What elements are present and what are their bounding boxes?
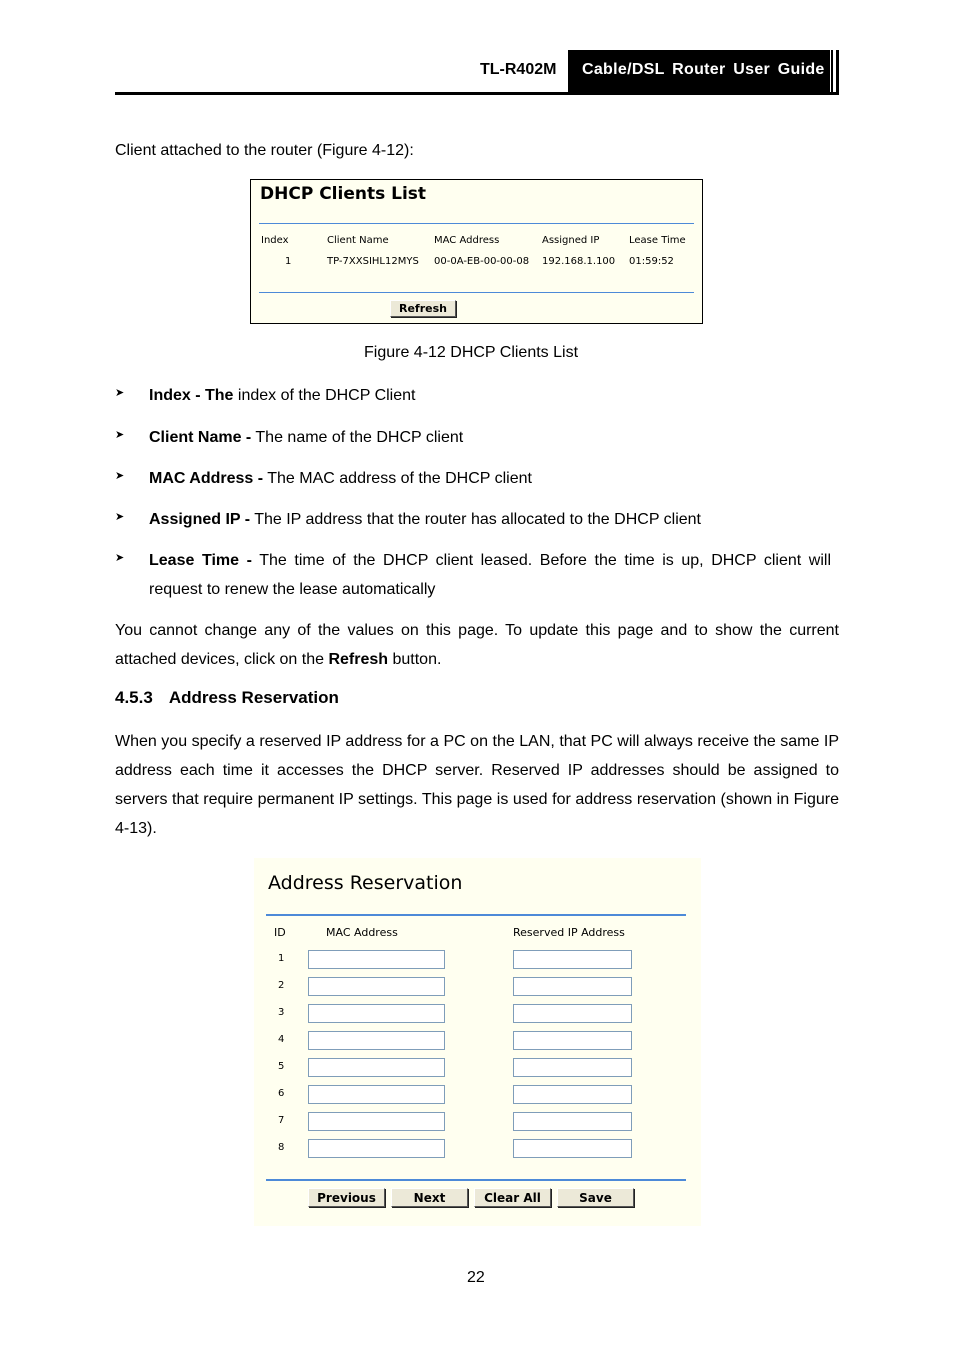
column-header: Lease Time (629, 235, 686, 246)
reserved-ip-input[interactable] (513, 950, 632, 969)
bullet-term: Index - The (149, 387, 234, 404)
bullet-text: The time of the DHCP client leased. Before the time is up, DHCP client will request to renew the lease automatically (149, 552, 832, 598)
divider (266, 914, 686, 916)
reserved-ip-input[interactable] (513, 1139, 632, 1158)
section-heading (115, 688, 339, 708)
page-number: 22 (467, 1269, 485, 1286)
arrow-bullet-icon: ➤ (115, 387, 125, 399)
column-header: MAC Address (434, 235, 500, 246)
column-header: ID (274, 926, 286, 939)
row-id: 3 (278, 1007, 285, 1018)
reserved-ip-input[interactable] (513, 1085, 632, 1104)
arrow-bullet-icon: ➤ (115, 429, 125, 441)
address-reservation-figure (254, 858, 701, 1226)
mac-address-input[interactable] (308, 1139, 445, 1158)
bullet-term: Assigned IP - (149, 511, 251, 528)
section-number: 4.5.3 (115, 688, 153, 707)
mac-address-input[interactable] (308, 1004, 445, 1023)
column-header: Index (261, 235, 289, 246)
mac-address-input[interactable] (308, 1085, 445, 1104)
row-id: 8 (278, 1142, 285, 1153)
row-id: 2 (278, 980, 285, 991)
table-cell: 1 (285, 256, 292, 267)
bullet-term: Client Name - (149, 429, 252, 446)
bullet-text: The IP address that the router has allocated to the DHCP client (250, 511, 701, 528)
divider (266, 1179, 686, 1181)
intro-line: Client attached to the router (Figure 4-12): (115, 142, 414, 159)
section-body: When you specify a reserved IP address for a PC on the LAN, that PC will always receive the same IP address each time it accesses the DHCP server. Reserved IP addresses should be assigned to servers that require permanent IP settings. This page is used for address reservation (shown in Figure 4-13). (115, 733, 839, 837)
divider (259, 223, 694, 224)
mac-address-input[interactable] (308, 977, 445, 996)
bullet-text: index of the DHCP Client (233, 387, 416, 404)
row-id: 4 (278, 1034, 285, 1045)
divider (259, 292, 694, 293)
arrow-bullet-icon: ➤ (115, 552, 125, 564)
bullet-term: Lease Time - (149, 552, 252, 569)
note-bold: Refresh (328, 651, 389, 668)
reserved-ip-input[interactable] (513, 1031, 632, 1050)
mac-address-input[interactable] (308, 1112, 445, 1131)
header-bar (836, 50, 839, 94)
refresh-button[interactable]: Refresh (390, 300, 456, 317)
dhcp-clients-figure (250, 179, 703, 324)
next-button[interactable]: Next (391, 1188, 468, 1207)
header-rule (115, 92, 839, 95)
dhcp-figure-title: DHCP Clients List (260, 184, 427, 204)
bullet-term: MAC Address - (149, 470, 264, 487)
mac-address-input[interactable] (308, 950, 445, 969)
previous-button[interactable]: Previous (308, 1188, 385, 1207)
row-id: 7 (278, 1115, 285, 1126)
reserved-ip-input[interactable] (513, 1112, 632, 1131)
column-header: MAC Address (326, 926, 398, 939)
reservation-figure-title: Address Reservation (268, 872, 463, 894)
row-id: 6 (278, 1088, 285, 1099)
row-id: 1 (278, 953, 285, 964)
bullet-text: The name of the DHCP client (251, 429, 464, 446)
table-cell: TP-7XXSIHL12MYS (327, 256, 419, 267)
reserved-ip-input[interactable] (513, 1004, 632, 1023)
bullet-text: The MAC address of the DHCP client (263, 470, 532, 487)
column-header: Assigned IP (542, 235, 600, 246)
header-title: Cable/DSL Router User Guide (582, 61, 825, 78)
row-id: 5 (278, 1061, 285, 1072)
column-header: Reserved IP Address (513, 926, 625, 939)
table-cell: 01:59:52 (629, 256, 674, 267)
clear-all-button[interactable]: Clear All (474, 1188, 551, 1207)
mac-address-input[interactable] (308, 1058, 445, 1077)
note-text: You cannot change any of the values on this page. To update this page and to show the current attached devices, click on the (115, 622, 839, 668)
mac-address-input[interactable] (308, 1031, 445, 1050)
note-paragraph (115, 616, 839, 674)
section-title: Address Reservation (168, 688, 339, 707)
note-text: button. (388, 651, 442, 668)
table-cell: 00-0A-EB-00-00-08 (434, 256, 530, 267)
reserved-ip-input[interactable] (513, 977, 632, 996)
reserved-ip-input[interactable] (513, 1058, 632, 1077)
header-bar (831, 50, 833, 94)
table-cell: 192.168.1.100 (542, 256, 616, 267)
arrow-bullet-icon: ➤ (115, 470, 125, 482)
column-header: Client Name (327, 235, 389, 246)
save-button[interactable]: Save (557, 1188, 634, 1207)
header-model: TL-R402M (480, 61, 557, 78)
arrow-bullet-icon: ➤ (115, 511, 125, 523)
figure-caption: Figure 4-12 DHCP Clients List (364, 344, 579, 361)
